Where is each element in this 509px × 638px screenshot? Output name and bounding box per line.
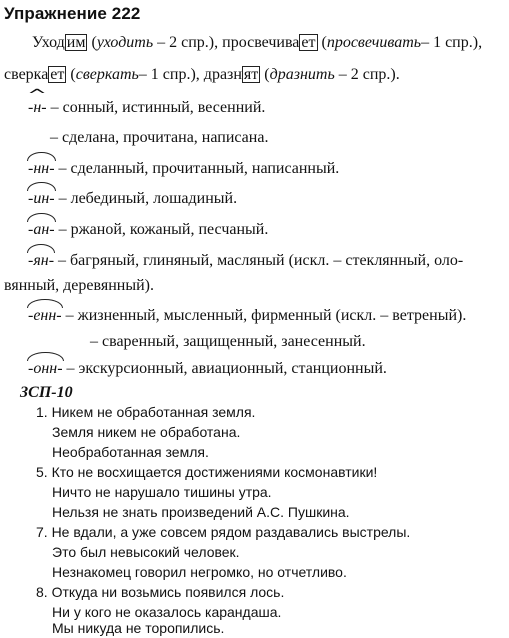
exercise-sentence: Незнакомец говорил негромко, но отчетливо. bbox=[52, 564, 347, 580]
suffix-label: -нн- bbox=[28, 160, 55, 177]
infinitive: просвечивать bbox=[326, 34, 422, 51]
ending-box: им bbox=[66, 34, 86, 51]
rule-line-an bbox=[28, 221, 268, 239]
exercise-sentence: 5. Кто не восхищается достижениями космонавтики! bbox=[36, 464, 378, 480]
conjugation-line-2 bbox=[4, 66, 400, 84]
rule-examples: – сонный, истинный, весенний. bbox=[46, 99, 266, 116]
section-subtitle: ЗСП-10 bbox=[20, 384, 73, 401]
rule-line-enn bbox=[28, 307, 466, 325]
exercise-sentence: Нельзя не знать произведений А.С. Пушкина. bbox=[52, 504, 350, 520]
rule-examples: – лебединый, лошадиный. bbox=[54, 190, 238, 207]
exercise-sentence: Ничто не нарушало тишины утра. bbox=[52, 484, 272, 500]
word-stem: просвечива bbox=[222, 34, 300, 51]
suffix-label: -ин- bbox=[28, 190, 55, 207]
paren: ( bbox=[66, 66, 76, 83]
rule-line-nn bbox=[28, 160, 339, 178]
suffix-label: ^ -н- bbox=[28, 99, 47, 117]
exercise-sentence: 8. Откуда ни возьмись появился лось. bbox=[36, 584, 285, 600]
rule-examples: – сделанный, прочитанный, написанный. bbox=[54, 160, 340, 177]
paren: ( bbox=[87, 34, 97, 51]
exercise-title: Упражнение 222 bbox=[4, 4, 141, 23]
conjugation-line-1 bbox=[32, 34, 482, 52]
paren: ( bbox=[317, 34, 327, 51]
conjugation-note: – 1 спр.), bbox=[421, 34, 483, 51]
exercise-sentence: Необработанная земля. bbox=[52, 444, 209, 460]
rule-line-short bbox=[50, 129, 268, 147]
rule-line-n bbox=[28, 99, 265, 117]
word-stem: Уход bbox=[32, 34, 65, 51]
suffix-label: -ан- bbox=[28, 221, 55, 238]
infinitive: дразнить bbox=[269, 66, 335, 83]
conjugation-note: – 2 спр.), bbox=[153, 34, 223, 51]
rule-line-onn bbox=[28, 360, 387, 378]
exercise-sentence: Это был невысокий человек. bbox=[52, 544, 240, 560]
rule-examples: – ржаной, кожаный, песчаный. bbox=[54, 221, 269, 238]
conjugation-note: – 1 спр.), bbox=[138, 66, 204, 83]
rule-line-yan bbox=[28, 252, 463, 270]
rule-line-yan-cont bbox=[4, 277, 154, 295]
word-stem: сверка bbox=[4, 66, 49, 83]
rule-examples: – сваренный, защищенный, занесенный. bbox=[90, 333, 366, 350]
exercise-sentence: Мы никуда не торопились. bbox=[52, 620, 225, 636]
exercise-sentence: 7. Не вдали, а уже совсем рядом раздавались выстрелы. bbox=[36, 524, 411, 540]
rule-line-in bbox=[28, 190, 237, 208]
rule-examples: – багряный, глиняный, масляный (искл. – стеклянный, оло- bbox=[54, 252, 464, 269]
word-stem: дразн bbox=[203, 66, 242, 83]
exercise-sentence: Земля никем не обработана. bbox=[52, 424, 241, 440]
suffix-label: -онн- bbox=[28, 360, 63, 377]
rule-examples: – жизненный, мысленный, фирменный (искл. – ветреный). bbox=[61, 307, 467, 324]
ending-box: ят bbox=[243, 66, 259, 83]
paren: ( bbox=[260, 66, 270, 83]
infinitive: сверкать bbox=[75, 66, 139, 83]
ending-box: ет bbox=[301, 34, 316, 51]
exercise-sentence: Ни у кого не оказалось карандаша. bbox=[52, 604, 282, 620]
suffix-label: -ян- bbox=[28, 252, 55, 269]
suffix-label: -енн- bbox=[28, 307, 62, 324]
conjugation-note: – 2 спр.). bbox=[334, 66, 400, 83]
infinitive: уходить bbox=[96, 34, 154, 51]
ending-box: ет bbox=[50, 66, 65, 83]
rule-line-enn-examples bbox=[90, 333, 366, 351]
rule-examples: – экскурсионный, авиационный, станционный. bbox=[62, 360, 387, 377]
exercise-sentence: 1. Никем не обработанная земля. bbox=[36, 404, 256, 420]
rule-examples: вянный, деревянный). bbox=[4, 277, 154, 294]
rule-examples: – сделана, прочитана, написана. bbox=[50, 129, 269, 146]
